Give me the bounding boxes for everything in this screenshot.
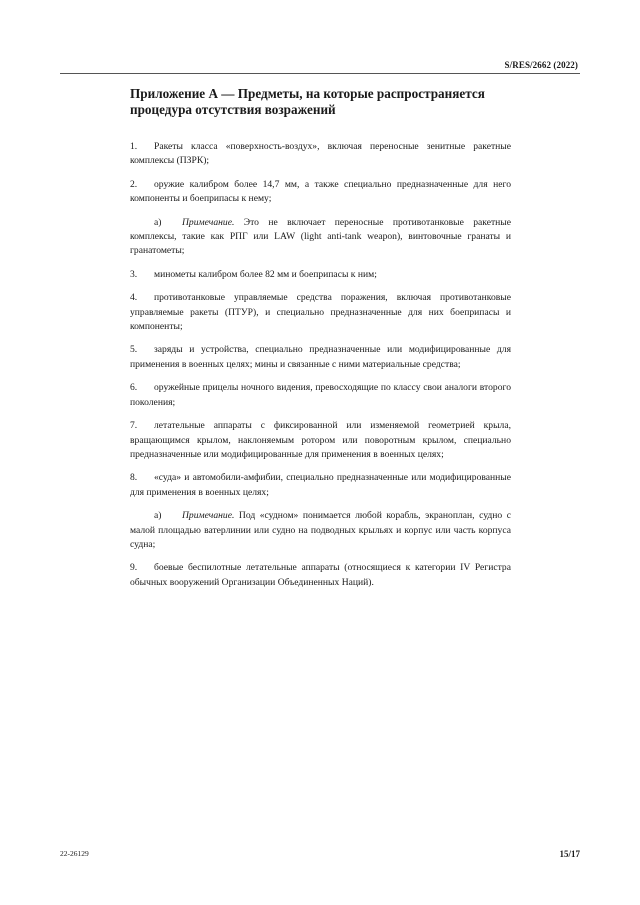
item-text: летательные аппараты с фиксированной или изменяемой геометрией крыла, вращающимся крылом, наклоняемым ротором или поворотным крылом, специально предназначенные или модифицированные для применения в военных целях;	[130, 420, 511, 460]
annex-title: Приложение А — Предметы, на которые распространяется процедура отсутствия возражений	[130, 86, 485, 117]
item-number: 5.	[130, 344, 138, 356]
list-item	[130, 381, 511, 410]
item-number: 8.	[130, 472, 138, 484]
note-letter: a)	[154, 510, 162, 522]
note-text: Под «судном» понимается любой корабль, экраноплан, судно с малой площадью ватерлинии или судно на подводных крыльях и корпус или часть корпуса судна;	[130, 510, 511, 550]
item-text: заряды и устройства, специально предназначенные или модифицированные для применения в военных целях; мины и связанные с ними материальные средства;	[130, 344, 511, 370]
item-text: оружие калибром более 14,7 мм, а также специально предназначенные для него компоненты и боеприпасы к нему;	[130, 178, 511, 205]
list-item	[130, 561, 511, 590]
list-item	[130, 419, 511, 462]
footer-document-code: 22-26129	[60, 849, 89, 858]
item-number: 4.	[130, 292, 138, 304]
item-text: боевые беспилотные летательные аппараты (относящиеся к категории IV Регистра обычных вооружений Организации Объединенных Наций).	[130, 562, 511, 588]
item-text: «суда» и автомобили-амфибии, специально предназначенные или модифицированные для применения в военных целях;	[130, 472, 511, 498]
item-number: 1.	[130, 141, 138, 152]
list-item	[130, 471, 511, 500]
item-text: противотанковые управляемые средства поражения, включая противотанковые управляемые ракеты (ПТУР), и специально предназначенные для них боеприпасы и компоненты;	[130, 292, 511, 333]
list-item	[130, 343, 511, 372]
header-divider	[60, 73, 580, 74]
item-text: Ракеты класса «поверхность-воздух», включая переносные зенитные ракетные комплексы (ПЗРК);	[130, 141, 511, 167]
item-number: 7.	[130, 420, 138, 432]
note-text: Это не включает переносные противотанковые ракетные комплексы, такие как РПГ или LAW (light anti-tank weapon), винтовочные гранаты и гранатометы;	[130, 216, 511, 257]
note-letter: a)	[154, 216, 162, 228]
item-number: 3.	[130, 268, 138, 280]
note-label: Примечание.	[182, 510, 235, 522]
page-content	[130, 86, 511, 599]
list-item	[130, 140, 511, 169]
list-item	[130, 291, 511, 334]
item-number: 9.	[130, 562, 138, 574]
document-symbol: S/RES/2662 (2022)	[504, 60, 578, 70]
note-label: Примечание.	[182, 216, 235, 228]
note-item	[130, 509, 511, 552]
item-text: оружейные прицелы ночного видения, превосходящие по классу свои аналоги второго поколения;	[130, 382, 511, 408]
note-item	[130, 216, 511, 259]
list-item	[130, 178, 511, 207]
item-number: 6.	[130, 382, 138, 394]
list-item	[130, 268, 511, 282]
item-number: 2.	[130, 178, 138, 190]
page-number: 15/17	[559, 849, 580, 859]
item-text: минометы калибром более 82 мм и боеприпасы к ним;	[154, 268, 377, 280]
